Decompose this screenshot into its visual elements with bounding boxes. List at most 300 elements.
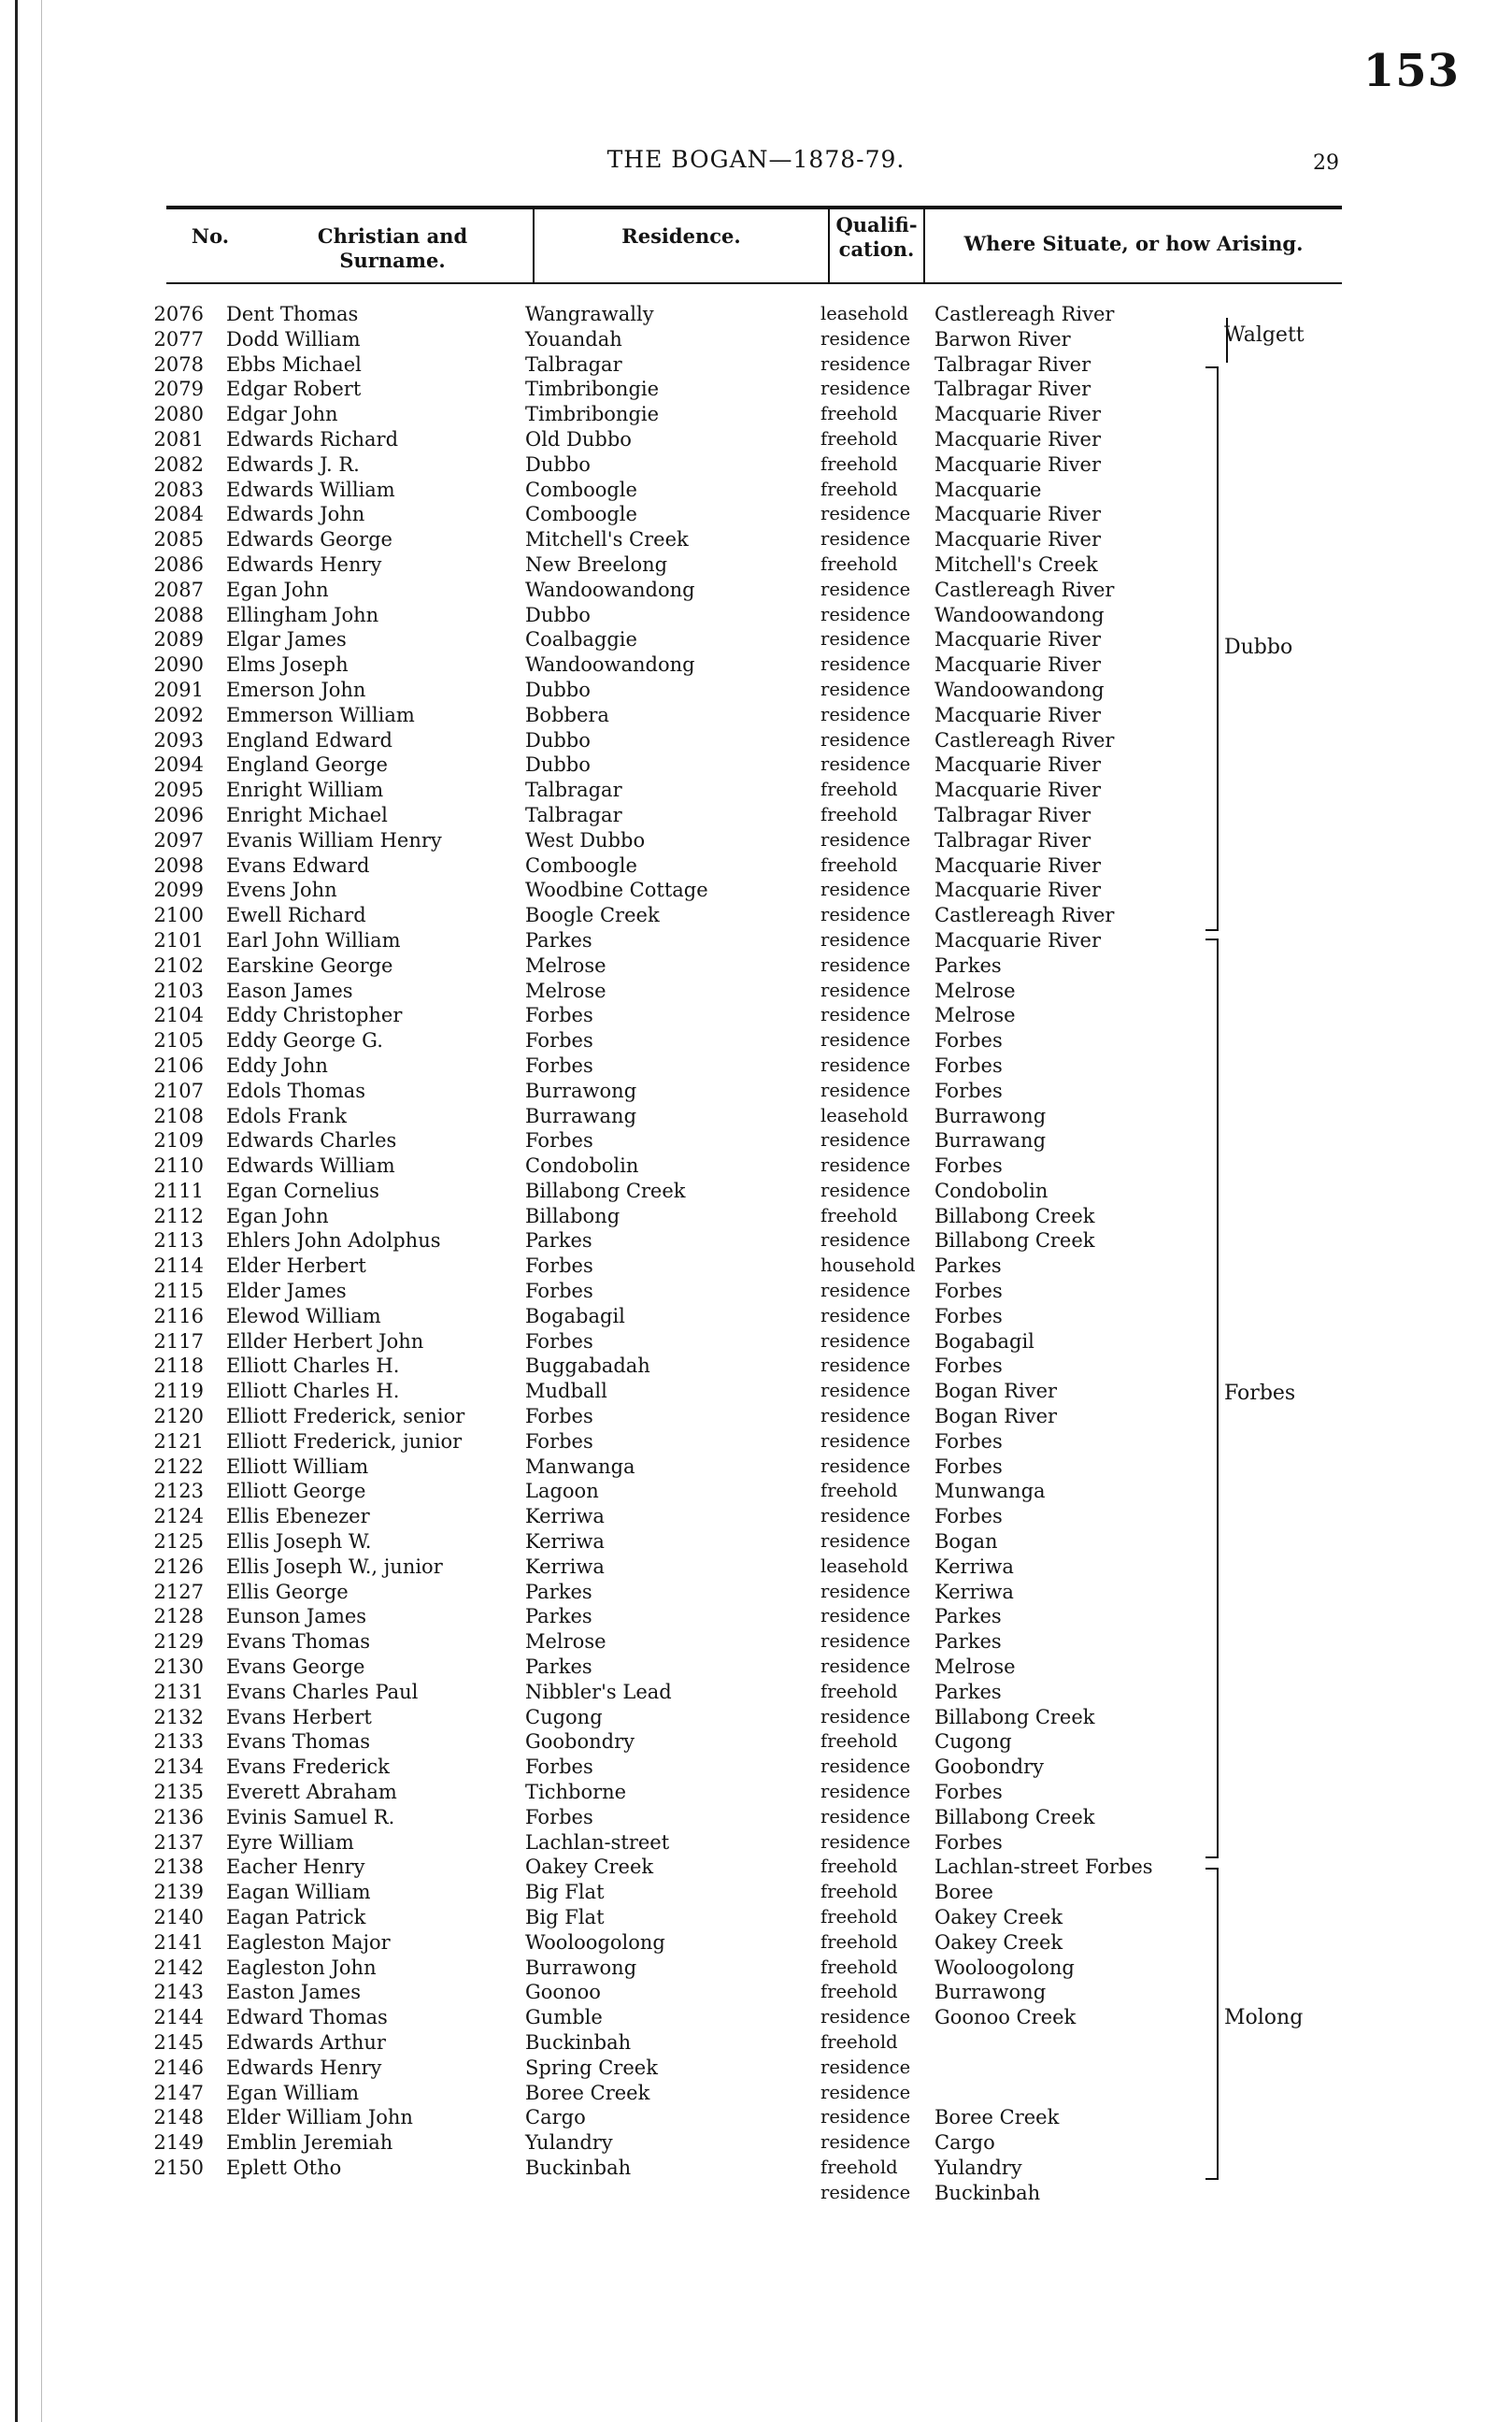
entry-name: Evens John	[226, 879, 337, 902]
entry-number: 2087	[153, 578, 204, 601]
entry-residence: Mitchell's Creek	[525, 528, 689, 552]
entry-qualification: residence	[820, 753, 911, 776]
entry-where: Kerriwa	[934, 1580, 1014, 1603]
entry-number: 2082	[153, 452, 204, 476]
entry-number: 2089	[153, 628, 204, 652]
table-row	[0, 1104, 1512, 1129]
table-row	[0, 2105, 1512, 2130]
table-row	[0, 1655, 1512, 1680]
entry-name: Egan William	[226, 2081, 360, 2104]
column-header-where: Where Situate, or how Arising.	[963, 232, 1304, 255]
entry-qualification: residence	[820, 1429, 911, 1452]
entry-number: 2081	[153, 427, 204, 451]
entry-number: 2085	[153, 528, 204, 552]
entry-where: Billabong Creek	[934, 1705, 1095, 1728]
entry-number: 2125	[153, 1530, 204, 1554]
entry-name: Ehlers John Adolphus	[226, 1229, 441, 1253]
entry-qualification: household	[820, 1254, 916, 1277]
entry-residence: Bobbera	[525, 703, 609, 726]
entry-where: Macquarie River	[934, 879, 1101, 902]
column-header-name: Christian and Surname.	[317, 224, 468, 272]
entry-where: Parkes	[934, 1630, 1002, 1654]
entry-qualification: residence	[820, 728, 911, 751]
entry-name: Egan John	[226, 578, 329, 601]
entry-residence: Dubbo	[525, 452, 591, 476]
table-header-rule	[166, 282, 1342, 284]
entry-qualification: residence	[820, 1455, 911, 1477]
entry-residence: Parkes	[525, 928, 592, 952]
entry-number: 2114	[153, 1254, 204, 1278]
entry-where: Parkes	[934, 953, 1002, 977]
entry-number: 2106	[153, 1053, 204, 1077]
entry-qualification: residence	[820, 327, 911, 350]
entry-number: 2146	[153, 2056, 204, 2079]
entry-residence: Lagoon	[525, 1480, 599, 1503]
entry-qualification: freehold	[820, 403, 898, 425]
entry-where: Melrose	[934, 979, 1016, 1002]
entry-name: Ellis Joseph W., junior	[226, 1555, 443, 1578]
entry-name: Eddy George G.	[226, 1029, 383, 1053]
entry-qualification: residence	[820, 1830, 911, 1853]
table-row	[0, 1154, 1512, 1179]
entry-residence: Talbragar	[525, 779, 622, 802]
entry-number: 2129	[153, 1630, 204, 1654]
entry-where: Macquarie River	[934, 853, 1101, 877]
entry-where: Forbes	[934, 1505, 1003, 1528]
entry-name: Evans Thomas	[226, 1730, 371, 1754]
entry-residence: Timbribongie	[525, 403, 660, 426]
entry-name: Eddy Christopher	[226, 1004, 403, 1027]
entry-residence: Parkes	[525, 1605, 592, 1628]
entry-name: Elliott Frederick, senior	[226, 1405, 465, 1428]
entry-qualification: residence	[820, 352, 911, 375]
entry-number: 2138	[153, 1856, 204, 1879]
entry-qualification: residence	[820, 653, 911, 676]
entry-residence: Forbes	[525, 1429, 593, 1453]
entry-qualification: residence	[820, 904, 911, 926]
table-row	[0, 1304, 1512, 1329]
table-row	[0, 979, 1512, 1004]
entry-where: Forbes	[934, 1304, 1003, 1327]
entry-number: 2093	[153, 728, 204, 752]
entry-where: Forbes	[934, 1781, 1003, 1804]
entry-number: 2121	[153, 1429, 204, 1453]
entry-name: Edwards George	[226, 528, 392, 552]
entry-number: 2118	[153, 1354, 204, 1378]
entry-name: Ewell Richard	[226, 904, 366, 927]
entry-qualification: residence	[820, 703, 911, 725]
table-row	[0, 703, 1512, 728]
entry-number: 2132	[153, 1705, 204, 1728]
table-row	[0, 1905, 1512, 1930]
table-row	[0, 1354, 1512, 1379]
entry-residence: Forbes	[525, 1805, 593, 1828]
entry-name: Earl John William	[226, 928, 401, 952]
entry-number: 2078	[153, 352, 204, 376]
entry-qualification: residence	[820, 1781, 911, 1803]
entry-name: Elliott Charles H.	[226, 1380, 400, 1403]
folio: 29	[1313, 151, 1339, 175]
entry-qualification: residence	[820, 928, 911, 951]
entry-number: 2145	[153, 2030, 204, 2054]
entry-qualification: freehold	[820, 779, 898, 801]
entry-qualification: freehold	[820, 1730, 898, 1753]
entry-residence: Buckinbah	[525, 2156, 632, 2179]
entry-residence: Forbes	[525, 1254, 593, 1278]
entry-name: Everett Abraham	[226, 1781, 397, 1804]
entry-qualification: residence	[820, 1756, 911, 1778]
entry-name: Evinis Samuel R.	[226, 1805, 395, 1828]
entry-qualification: residence	[820, 1605, 911, 1627]
entry-residence: Kerriwa	[525, 1530, 605, 1554]
entry-residence: Burrawang	[525, 1104, 637, 1127]
entry-residence: Cargo	[525, 2106, 586, 2129]
entry-qualification: freehold	[820, 1856, 898, 1878]
table-row	[0, 1855, 1512, 1880]
entry-residence: Forbes	[525, 1053, 593, 1077]
entry-qualification: residence	[820, 1705, 911, 1727]
entry-number: 2103	[153, 979, 204, 1002]
entry-qualification: residence	[820, 2181, 911, 2203]
entry-name: Edward Thomas	[226, 2006, 388, 2029]
entry-where: Oakey Creek	[934, 1906, 1063, 1928]
entry-where: Parkes	[934, 1254, 1002, 1278]
entry-number: 2113	[153, 1229, 204, 1253]
entry-name: Ellis Ebenezer	[226, 1505, 370, 1528]
table-row	[0, 1629, 1512, 1655]
entry-qualification: freehold	[820, 1881, 898, 1903]
entry-name: Elms Joseph	[226, 653, 349, 677]
entry-name: Edwards Henry	[226, 2056, 382, 2079]
table-row	[0, 1028, 1512, 1053]
table-row	[0, 903, 1512, 928]
brace-forbes	[1205, 939, 1219, 1858]
table-row	[0, 1980, 1512, 2005]
entry-residence: Parkes	[525, 1229, 592, 1253]
entry-name: Edwards William	[226, 1154, 395, 1178]
entry-name: Ellder Herbert John	[226, 1329, 424, 1353]
entry-where: Parkes	[934, 1680, 1002, 1703]
entry-name: Elliott William	[226, 1455, 369, 1478]
entry-name: Eacher Henry	[226, 1856, 365, 1879]
entry-residence: Comboogle	[525, 503, 637, 526]
table-row	[0, 1555, 1512, 1580]
entry-name: Enright Michael	[226, 803, 388, 826]
entry-where: Forbes	[934, 1053, 1003, 1077]
entry-name: Edols Frank	[226, 1104, 347, 1127]
region-forbes: Forbes	[1224, 1382, 1296, 1405]
entry-residence: Big Flat	[525, 1906, 605, 1928]
entry-number: 2133	[153, 1730, 204, 1754]
entry-residence: Billabong	[525, 1204, 620, 1227]
entry-number: 2143	[153, 1981, 204, 2004]
table-row	[0, 1204, 1512, 1229]
entry-where: Macquarie River	[934, 503, 1101, 526]
table-row	[0, 502, 1512, 527]
entry-number: 2119	[153, 1380, 204, 1403]
entry-where: Wandoowandong	[934, 603, 1105, 626]
entry-residence: Dubbo	[525, 603, 591, 626]
entry-residence: Forbes	[525, 1405, 593, 1428]
entry-number: 2150	[153, 2156, 204, 2179]
table-row	[0, 778, 1512, 803]
table-row	[0, 2181, 1512, 2206]
entry-residence: Wandoowandong	[525, 653, 695, 677]
entry-name: Evans Frederick	[226, 1756, 390, 1779]
entry-residence: Coalbaggie	[525, 628, 637, 652]
entry-number: 2099	[153, 879, 204, 902]
table-row	[0, 1455, 1512, 1480]
entry-residence: Condobolin	[525, 1154, 639, 1178]
entry-name: Edwards Henry	[226, 552, 382, 576]
brace-dubbo	[1205, 366, 1219, 931]
entry-name: Earskine George	[226, 953, 393, 977]
entry-residence: Burrawong	[525, 1956, 637, 1979]
entry-residence: Melrose	[525, 1630, 606, 1654]
entry-qualification: residence	[820, 1229, 911, 1252]
entry-qualification: freehold	[820, 2030, 898, 2053]
entry-where: Forbes	[934, 1154, 1003, 1178]
entry-qualification: leasehold	[820, 1104, 908, 1126]
entry-where: Forbes	[934, 1354, 1003, 1378]
entry-number: 2086	[153, 552, 204, 576]
entry-where: Burrawang	[934, 1129, 1047, 1153]
entry-name: Edols Thomas	[226, 1079, 365, 1102]
table-row	[0, 1705, 1512, 1730]
entry-number: 2108	[153, 1104, 204, 1127]
entry-residence: Spring Creek	[525, 2056, 658, 2079]
entry-number: 2094	[153, 753, 204, 777]
table-row	[0, 377, 1512, 402]
entry-name: Evans Charles Paul	[226, 1680, 419, 1703]
entry-qualification: residence	[820, 1505, 911, 1527]
region-dubbo: Dubbo	[1224, 636, 1293, 659]
entry-where: Bogan	[934, 1530, 998, 1554]
entry-number: 2130	[153, 1655, 204, 1679]
entry-qualification: residence	[820, 2131, 911, 2154]
entry-number: 2147	[153, 2081, 204, 2104]
region-molong: Molong	[1224, 2006, 1304, 2029]
entry-where: Macquarie	[934, 478, 1042, 501]
entry-where: Macquarie River	[934, 427, 1101, 451]
entry-number: 2124	[153, 1505, 204, 1528]
entry-name: Eagleston John	[226, 1956, 377, 1979]
entry-number: 2144	[153, 2006, 204, 2029]
column-header-residence: Residence.	[621, 224, 741, 248]
entry-qualification: residence	[820, 1329, 911, 1352]
entry-number: 2149	[153, 2131, 204, 2155]
entry-residence: West Dubbo	[525, 828, 646, 852]
entry-number: 2141	[153, 1930, 204, 1954]
entry-where: Mitchell's Creek	[934, 552, 1098, 576]
entry-where: Yulandry	[934, 2156, 1022, 2179]
entry-name: Evans Edward	[226, 853, 370, 877]
entry-where: Castlereagh River	[934, 303, 1115, 325]
entry-number: 2137	[153, 1830, 204, 1854]
entry-residence: Wooloogolong	[525, 1930, 665, 1954]
table-row	[0, 1755, 1512, 1780]
entry-name: Eason James	[226, 979, 353, 1002]
entry-where: Macquarie River	[934, 753, 1101, 777]
entry-where: Boree	[934, 1881, 993, 1904]
entry-qualification: residence	[820, 503, 911, 525]
entry-name: England Edward	[226, 728, 392, 752]
entry-residence: Mudball	[525, 1380, 607, 1403]
entry-number: 2107	[153, 1079, 204, 1102]
entry-name: Edwards Charles	[226, 1129, 397, 1153]
entry-residence: Big Flat	[525, 1881, 605, 1904]
entry-number: 2123	[153, 1480, 204, 1503]
entry-qualification: freehold	[820, 803, 898, 825]
entry-where: Goobondry	[934, 1756, 1045, 1779]
entry-residence: Forbes	[525, 1129, 593, 1153]
entry-residence: Buckinbah	[525, 2030, 632, 2054]
table-row	[0, 578, 1512, 603]
entry-name: Ebbs Michael	[226, 352, 362, 376]
entry-name: Egan Cornelius	[226, 1179, 379, 1202]
entry-name: Eagleston Major	[226, 1930, 391, 1954]
entry-where: Castlereagh River	[934, 728, 1115, 752]
entry-where: Macquarie River	[934, 779, 1101, 802]
entry-number: 2134	[153, 1756, 204, 1779]
table-row	[0, 1604, 1512, 1629]
entry-qualification: freehold	[820, 853, 898, 876]
entry-where: Wandoowandong	[934, 678, 1105, 701]
entry-residence: Youandah	[525, 327, 622, 351]
entry-where: Kerriwa	[934, 1555, 1014, 1578]
entry-residence: Melrose	[525, 979, 606, 1002]
table-row	[0, 1830, 1512, 1856]
entry-number: 2105	[153, 1029, 204, 1053]
entry-number: 2084	[153, 503, 204, 526]
table-row	[0, 1404, 1512, 1429]
entry-name: Edwards Richard	[226, 427, 399, 451]
entry-qualification: residence	[820, 1053, 911, 1076]
entry-where: Forbes	[934, 1280, 1003, 1303]
entry-number: 2120	[153, 1405, 204, 1428]
entry-residence: Forbes	[525, 1280, 593, 1303]
entry-qualification: residence	[820, 1079, 911, 1101]
entry-name: Dent Thomas	[226, 303, 359, 325]
entry-qualification: freehold	[820, 427, 898, 450]
table-row	[0, 1956, 1512, 1981]
entry-where: Billabong Creek	[934, 1229, 1095, 1253]
table-row	[0, 953, 1512, 979]
table-row	[0, 2130, 1512, 2156]
entry-qualification: freehold	[820, 552, 898, 575]
page-number: 153	[1362, 45, 1460, 97]
entry-name: Eagan Patrick	[226, 1906, 366, 1928]
entry-name: Elewod William	[226, 1304, 381, 1327]
entry-residence: Kerriwa	[525, 1555, 605, 1578]
entry-qualification: residence	[820, 1154, 911, 1177]
entry-name: Elder James	[226, 1280, 347, 1303]
entry-where: Forbes	[934, 1455, 1003, 1478]
table-row	[0, 352, 1512, 378]
entry-name: Egan John	[226, 1204, 329, 1227]
table-row	[0, 1179, 1512, 1204]
entry-residence: Manwanga	[525, 1455, 635, 1478]
table-row	[0, 803, 1512, 828]
entry-qualification: residence	[820, 528, 911, 551]
entry-qualification: freehold	[820, 1981, 898, 2003]
entry-where: Condobolin	[934, 1179, 1048, 1202]
entry-qualification: leasehold	[820, 303, 908, 324]
entry-residence: Boogle Creek	[525, 904, 660, 927]
table-row	[0, 402, 1512, 427]
entry-residence: Yulandry	[525, 2131, 613, 2155]
entry-residence: Wangrawally	[525, 303, 654, 325]
entry-name: Edwards William	[226, 478, 395, 501]
entry-residence: Bogabagil	[525, 1304, 625, 1327]
table-row	[0, 2030, 1512, 2056]
entry-residence: New Breelong	[525, 552, 668, 576]
entry-qualification: residence	[820, 603, 911, 625]
table-row	[0, 1930, 1512, 1956]
entry-residence: Cugong	[525, 1705, 603, 1728]
entry-qualification: residence	[820, 578, 911, 600]
entry-qualification: residence	[820, 2006, 911, 2028]
entry-name: Ellis Joseph W.	[226, 1530, 372, 1554]
table-row	[0, 1429, 1512, 1455]
entry-residence: Burrawong	[525, 1079, 637, 1102]
entry-name: Edwards Arthur	[226, 2030, 386, 2054]
entry-name: Ellingham John	[226, 603, 379, 626]
table-row	[0, 1504, 1512, 1529]
entry-qualification: residence	[820, 1805, 911, 1827]
entry-name: Elgar James	[226, 628, 347, 652]
entry-residence: Forbes	[525, 1004, 593, 1027]
entry-number: 2092	[153, 703, 204, 726]
entry-where: Cugong	[934, 1730, 1012, 1754]
entry-number: 2102	[153, 953, 204, 977]
entry-qualification: freehold	[820, 1956, 898, 1978]
entry-qualification: residence	[820, 2106, 911, 2128]
entry-number: 2140	[153, 1906, 204, 1928]
entry-number: 2116	[153, 1304, 204, 1327]
entry-qualification: residence	[820, 628, 911, 651]
entry-qualification: freehold	[820, 478, 898, 500]
entry-residence: Oakey Creek	[525, 1856, 654, 1879]
entry-where: Bogabagil	[934, 1329, 1034, 1353]
entry-where: Talbragar River	[934, 828, 1091, 852]
entry-number: 2077	[153, 327, 204, 351]
entry-number: 2076	[153, 303, 204, 325]
entry-number: 2097	[153, 828, 204, 852]
entry-name: Dodd William	[226, 327, 361, 351]
entry-number: 2096	[153, 803, 204, 826]
table-row	[0, 1228, 1512, 1254]
entry-where: Castlereagh River	[934, 578, 1115, 601]
entry-where: Macquarie River	[934, 403, 1101, 426]
entry-name: Enright William	[226, 779, 384, 802]
table-row	[0, 1580, 1512, 1605]
entry-residence: Billabong Creek	[525, 1179, 686, 1202]
table-row	[0, 828, 1512, 853]
entries-list	[0, 302, 1512, 2206]
column-header-qualification	[830, 213, 923, 262]
entry-residence: Talbragar	[525, 803, 622, 826]
table-row	[0, 1079, 1512, 1104]
table-row	[0, 527, 1512, 552]
entry-residence: Comboogle	[525, 853, 637, 877]
entry-qualification: freehold	[820, 1680, 898, 1702]
entry-where: Goonoo Creek	[934, 2006, 1077, 2029]
entry-residence: Forbes	[525, 1329, 593, 1353]
entry-where: Parkes	[934, 1605, 1002, 1628]
entry-where: Bogan River	[934, 1380, 1058, 1403]
column-header-qualification-line1: Qualifi-	[835, 213, 918, 236]
